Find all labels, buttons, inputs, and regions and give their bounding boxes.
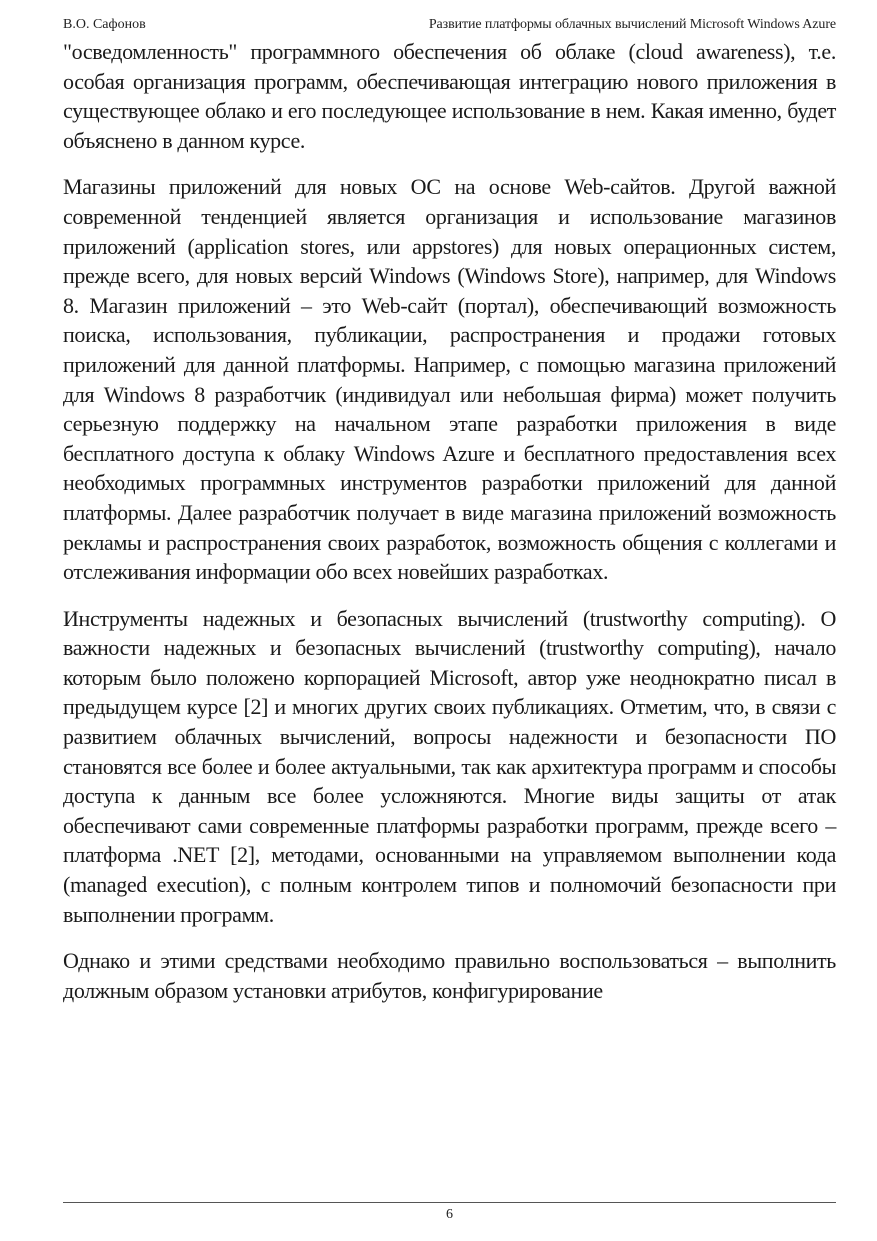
page-number: 6 bbox=[446, 1207, 453, 1222]
paragraph-configuration: Однако и этими средствами необходимо правильно воспользоваться – выполнить должным образом установки атрибутов, конфигурирование bbox=[63, 948, 836, 1003]
header-author: В.О. Сафонов bbox=[63, 17, 146, 32]
paragraph-trustworthy-computing: Инструменты надежных и безопасных вычислений (trustworthy computing). О важности надежных и безопасных вычислений (trustworthy computing), начало которым было положено корпорацией Microsoft, автор уже неоднократно писал в предыдущем курсе [2] и многих других своих публикациях. Отметим, что, в связи с развитием облачных вычислений, вопросы надежности и безопасности ПО становятся все более и более актуальными, так как архитектура программ и способы доступа к данным все более усложняются. Многие виды защиты от атак обеспечивают сами современные платформы разработки программ, прежде всего – платформа .NET [2], методами, основанными на управляемом выполнении кода (managed execution), с полным контролем типов и полномочий безопасности при выполнении программ. bbox=[63, 605, 836, 927]
footer-divider bbox=[63, 1202, 836, 1203]
running-header bbox=[63, 15, 836, 35]
body-text bbox=[63, 37, 836, 1022]
paragraph-cloud-awareness: "осведомленность" программного обеспечения об облаке (cloud awareness), т.е. особая организация программ, обеспечивающая интеграцию нового приложения в существующее облако и его последующее использование в нем. Какая именно, будет объяснено в данном курсе. bbox=[63, 39, 836, 153]
header-course-title: Развитие платформы облачных вычислений Microsoft Windows Azure bbox=[428, 17, 836, 32]
paragraph-app-stores: Магазины приложений для новых ОС на основе Web-сайтов. Другой важной современной тенденцией является организация и использование магазинов приложений (application stores, или appstores) для новых операционных систем, прежде всего, для новых версий Windows (Windows Store), например, для Windows 8. Магазин приложений – это Web-сайт (портал), обеспечивающий возможность поиска, использования, публикации, распространения и продажи готовых приложений для данной платформы. Например, с помощью магазина приложений для Windows 8 разработчик (индивидуал или небольшая фирма) может получить серьезную поддержку на начальном этапе разработки приложения в виде бесплатного доступа к облаку Windows Azure и бесплатного предоставления всех необходимых программных инструментов разработки приложений для данной платформы. Далее разработчик получает в виде магазина приложений возможность рекламы и распространения своих разработок, возможность общения с коллегами и отслеживания информации обо всех новейших разработках. bbox=[63, 174, 836, 585]
